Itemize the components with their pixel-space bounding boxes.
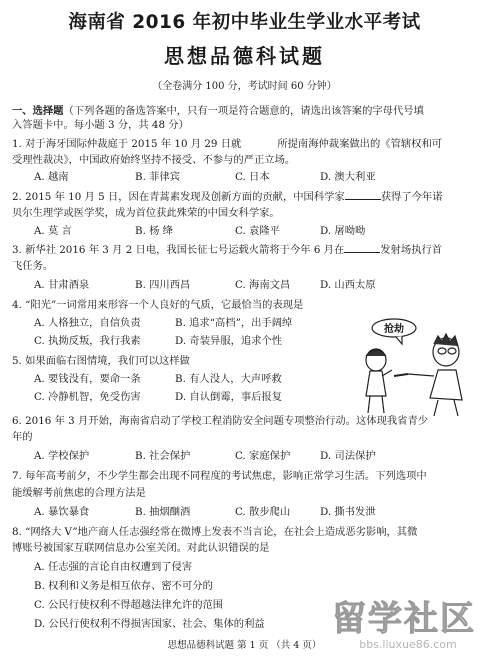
q7-stem-line2: 能缓解考前焦虑的合理方法是 bbox=[12, 487, 146, 499]
q3-option-b: B. 四川西昌 bbox=[135, 279, 191, 291]
q6-option-d: D. 司法保护 bbox=[320, 450, 376, 462]
section-instruction-line1 bbox=[12, 104, 424, 118]
q4-option-d: D. 奇装异服，追求个性 bbox=[175, 335, 283, 347]
q5-stem: 5. 如果面临右图情境，我们可以这样做 bbox=[12, 355, 190, 367]
q1-stem-line1 bbox=[12, 137, 442, 151]
q6-option-a: A. 学校保护 bbox=[34, 450, 90, 462]
q8-stem-line1: 8. “网络大 V”地产商人任志强经常在微博上发表不当言论，在社会上造成恶劣影响，其微 bbox=[12, 526, 418, 538]
q2-stem-line1 bbox=[12, 190, 443, 204]
q3-stem-line2: 飞任务。 bbox=[12, 260, 54, 272]
robbery-cartoon-illustration bbox=[358, 318, 478, 418]
q1-stem-a: 1. 对于海牙国际仲裁庭于 2015 年 10 月 29 日就 bbox=[12, 138, 242, 150]
q5-option-c: C. 冷静机智，免受伤害 bbox=[34, 391, 141, 403]
q2-option-a: A. 莫 言 bbox=[34, 225, 72, 237]
q6-option-b: B. 社会保护 bbox=[135, 450, 191, 462]
q7-stem-line1: 7. 每年高考前夕，不少学生都会出现不同程度的考试焦虑，影响正常学习生活。下列选项中 bbox=[12, 470, 427, 482]
q3-answer-blank bbox=[344, 243, 380, 253]
q4-option-c: C. 执拗反叛，我行我素 bbox=[34, 335, 141, 347]
watermark-url: bbs.liuxue86.com bbox=[359, 638, 457, 651]
q1-option-c: C. 日本 bbox=[235, 171, 270, 183]
q6-stem-line2: 年的 bbox=[12, 431, 33, 443]
q2-answer-blank bbox=[345, 190, 381, 200]
q5-option-a: A. 要钱没有，要命一条 bbox=[34, 373, 141, 385]
exam-title: 海南省 2016 年初中毕业生学业水平考试 bbox=[68, 12, 421, 33]
q2-option-c: C. 袁隆平 bbox=[235, 225, 280, 237]
q3-option-d: D. 山西太原 bbox=[320, 279, 376, 291]
q1-option-d: D. 澳大利亚 bbox=[320, 171, 376, 183]
section-instruction-1: （下列各题的备选答案中，只有一项是符合题意的，请选出该答案的字母代号填 bbox=[63, 105, 424, 117]
q3-stem-line1 bbox=[12, 243, 442, 257]
q2-stem-line2: 贝尔生理学或医学奖，成为首位获此殊荣的中国女科学家。 bbox=[12, 207, 280, 219]
section-instruction-2: 入答题卡中。每小题 3 分，共 48 分） bbox=[12, 119, 189, 131]
q8-option-b: B. 权利和义务是相互依存、密不可分的 bbox=[34, 580, 213, 592]
q8-stem-line2: 博账号被国家互联网信息办公室关闭。对此认识错误的是 bbox=[12, 542, 270, 554]
q8-option-c: C. 公民行使权利不得超越法律允许的范围 bbox=[34, 599, 224, 611]
section-heading: 一、选择题 bbox=[12, 105, 64, 117]
q3-stem-b: 发射场执行首 bbox=[380, 244, 443, 256]
q1-option-a: A. 越南 bbox=[34, 171, 69, 183]
q3-option-a: A. 甘肃酒泉 bbox=[34, 279, 90, 291]
q8-option-d: D. 公民行使权利不得损害国家、社会、集体的利益 bbox=[34, 618, 265, 630]
watermark-logo-text: 留学社区 bbox=[332, 599, 476, 639]
q4-option-b: B. 追求“高档”，出手阔绰 bbox=[175, 317, 293, 329]
q1-stem-b: 所提南海仲裁案做出的《管辖权和可 bbox=[277, 138, 443, 150]
q3-stem-a: 3. 新华社 2016 年 3 月 2 日电，我国长征七号运载火箭将于今年 6 月在 bbox=[12, 244, 345, 256]
q2-stem-b: 获得了今年诺 bbox=[380, 191, 443, 203]
q4-stem: 4. “阳光”一词常用来形容一个人良好的气质，它最恰当的表现是 bbox=[12, 299, 304, 311]
q6-stem-line1: 6. 2016 年 3 月开始，海南省启动了学校工程消防安全问题专项整治行动。这体现我省青少 bbox=[12, 415, 429, 427]
q8-option-a: A. 任志强的言论自由权遭到了侵害 bbox=[34, 561, 193, 573]
q1-option-b: B. 菲律宾 bbox=[135, 171, 181, 183]
q7-option-a: A. 暴饮暴食 bbox=[34, 506, 90, 518]
q2-stem-a: 2. 2015 年 10 月 5 日，因在青蒿素发现及创新方面的贡献，中国科学家 bbox=[12, 191, 345, 203]
exam-subtitle: 思想品德科试题 bbox=[164, 44, 325, 68]
q7-option-d: D. 撕书发泄 bbox=[320, 506, 376, 518]
exam-note: （全卷满分 100 分，考试时间 60 分钟） bbox=[152, 81, 337, 92]
q6-option-c: C. 家庭保护 bbox=[235, 450, 291, 462]
q2-option-b: B. 杨 绛 bbox=[135, 225, 173, 237]
site-watermark bbox=[322, 596, 487, 652]
cartoon-speech: 抢劫 bbox=[384, 324, 404, 335]
q1-stem-line2: 受理性裁决》，中国政府始终坚持不接受、不参与的严正立场。 bbox=[12, 154, 296, 166]
q2-option-d: D. 屠呦呦 bbox=[320, 225, 366, 237]
q5-option-d: D. 自认倒霉，事后报复 bbox=[175, 391, 283, 403]
page-footer: 思想品德科试题 第 1 页 （共 4 页） bbox=[167, 640, 322, 651]
q7-option-b: B. 抽烟酗酒 bbox=[135, 506, 191, 518]
q3-option-c: C. 海南文昌 bbox=[235, 279, 291, 291]
q7-option-c: C. 散步爬山 bbox=[235, 506, 291, 518]
q4-option-a: A. 人格独立，自信负责 bbox=[34, 317, 141, 329]
q5-option-b: B. 有人没人，大声呼救 bbox=[175, 373, 282, 385]
